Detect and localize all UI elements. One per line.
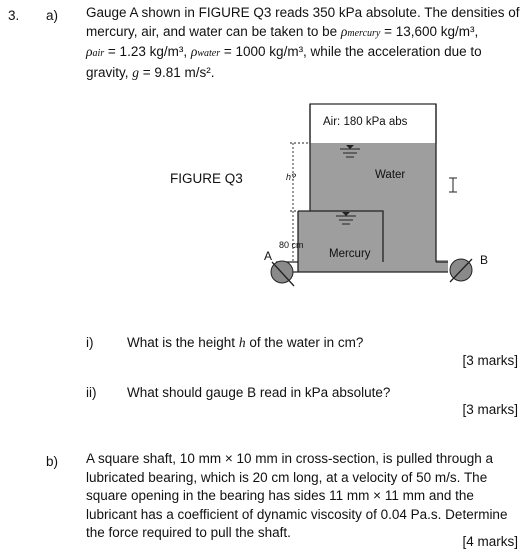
part-b-text <box>86 450 507 543</box>
text-cursor-icon <box>449 178 457 192</box>
gauge-b-label: B <box>480 253 489 267</box>
part-b-line-5: the force required to pull the shaft. <box>86 525 291 541</box>
question-number: 3. <box>8 8 20 23</box>
part-a-line-3: ρair = 1.23 kg/m³, ρwater = 1000 kg/m³, while the acceleration due to <box>86 44 482 60</box>
part-b-line-1: A square shaft, 10 mm × 10 mm in cross-section, is pulled through a <box>86 451 494 466</box>
part-b-line-2: lubricated bearing, which is 20 cm long, at a velocity of 50 m/s. The <box>86 469 488 485</box>
subpart-ii-marks: [3 marks] <box>462 402 518 417</box>
gauge-a-label: A <box>264 249 273 263</box>
part-b-label: b) <box>46 454 59 469</box>
part-a-line-1: Gauge A shown in FIGURE Q3 reads 350 kPa absolute. The densities of <box>86 5 520 20</box>
part-a-label: a) <box>46 8 59 23</box>
subpart-i-marks: [3 marks] <box>462 353 518 368</box>
height-80cm-label: 80 cm <box>279 240 304 250</box>
subpart-ii-text: What should gauge B read in kPa absolute? <box>127 385 391 400</box>
part-a-line-4: gravity, g = 9.81 m/s². <box>86 64 215 80</box>
height-h-label: h? <box>286 172 297 182</box>
figure-label: FIGURE Q3 <box>170 171 243 186</box>
water-label: Water <box>375 169 406 181</box>
subpart-i-label: i) <box>86 335 94 350</box>
part-b-line-4: lubricant has a coefficient of dynamic viscosity of 0.04 Pa.s. Determine <box>86 506 508 522</box>
gauge-b-icon <box>450 259 472 282</box>
air-label: Air: 180 kPa abs <box>323 116 408 128</box>
part-b-line-3: square opening in the bearing has sides 11 mm × 11 mm and the <box>86 488 474 504</box>
gauge-a-icon <box>271 261 294 286</box>
part-b-marks: [4 marks] <box>462 534 518 549</box>
mercury-label: Mercury <box>329 248 371 260</box>
subpart-ii-label: ii) <box>86 385 97 400</box>
subpart-i-text: What is the height h of the water in cm? <box>127 335 364 350</box>
part-a-line-2: mercury, air, and water can be taken to be ρmercury = 13,600 kg/m³, <box>86 23 479 39</box>
